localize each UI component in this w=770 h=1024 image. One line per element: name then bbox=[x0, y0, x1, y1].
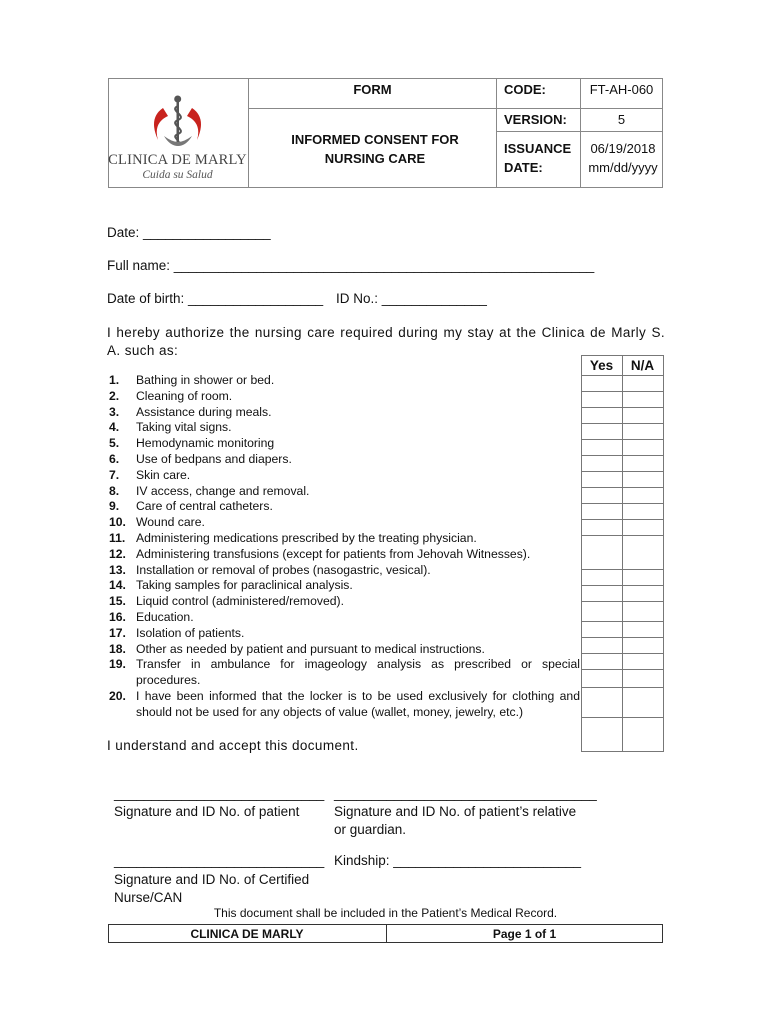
accept-statement: I understand and accept this document. bbox=[107, 738, 359, 753]
nurse-signature-label bbox=[114, 871, 344, 907]
code-label: CODE: bbox=[504, 82, 546, 97]
form-title: INFORMED CONSENT FOR NURSING CARE bbox=[291, 132, 459, 166]
medical-record-note: This document shall be included in the Patient’s Medical Record. bbox=[213, 906, 558, 920]
full-name-field[interactable]: Full name: ________________________________________________________ bbox=[107, 258, 595, 273]
yes-column-header: Yes bbox=[589, 358, 614, 373]
code-value: FT-AH-060 bbox=[589, 82, 654, 97]
nurse-label-line1: Signature and ID No. of Certified bbox=[114, 872, 310, 887]
list-item: 20. I have been informed that the locker is to be used exclusively for clothing and should not be used for any objects of value (wallet, money, jewelry, etc.) bbox=[109, 689, 580, 719]
header-divider bbox=[249, 108, 497, 109]
date-field[interactable]: Date: _________________ bbox=[107, 225, 271, 240]
logo-cell bbox=[108, 78, 249, 188]
issuance-label: ISSUANCE DATE: bbox=[504, 141, 572, 175]
header-divider bbox=[496, 108, 663, 109]
relative-signature-label bbox=[334, 803, 594, 839]
dob-field[interactable]: Date of birth: __________________ bbox=[107, 291, 324, 306]
header-divider bbox=[496, 78, 497, 188]
logo-tagline: Cuida su Salud bbox=[142, 169, 213, 181]
relative-label-line1: Signature and ID No. of patient’s relative bbox=[334, 804, 577, 819]
issuance-value: 06/19/2018 mm/dd/yyyy bbox=[588, 141, 658, 175]
patient-signature-label: Signature and ID No. of patient bbox=[114, 804, 300, 819]
patient-signature-line[interactable]: ____________________________ bbox=[114, 786, 325, 801]
footer-page: Page 1 of 1 bbox=[492, 927, 557, 941]
version-value: 5 bbox=[617, 112, 626, 127]
na-column-header: N/A bbox=[630, 358, 655, 373]
authorization-text: I hereby authorize the nursing care required during my stay at the Clinica de Marly S. A. such as: bbox=[107, 325, 665, 358]
footer-clinic: CLINICA DE MARLY bbox=[190, 927, 304, 941]
list-item: 19. Transfer in ambulance for imageology analysis as prescribed or special procedures. bbox=[109, 657, 580, 688]
id-field[interactable]: ID No.: ______________ bbox=[336, 291, 487, 306]
nurse-label-line2: Nurse/CAN bbox=[114, 890, 183, 905]
logo-name: CLINICA DE MARLY bbox=[108, 152, 247, 168]
care-items-list: 1. Bathing in shower or bed. 2. Cleaning of room. 3. Assistance during meals. 4. Taking vital signs. 5. Hemodynamic monitoring 6. Use of bedpans and diapers. 7. Skin care. 8. IV access, change and removal. 9. Care of central catheters. 10. Wound care. 11. Administering medications prescribed by the treating physician. 12. Administering transfusions (except for patients from Jehovah Witnesses). 13. Installation or removal of probes (nasogastric, vesical). 14. Taking samples for paraclinical analysis. 15. Liquid control (administered/removed). 16. Education. 17. Isolation of patients. 18. Other as needed by patient and pursuant to medical instructions. 19. Transfer in ambulance for imageology analysis as prescribed or special procedures. 20. I have been informed that the locker is to be used exclusively for clothing and should not be used for any objects of value (wallet, money, jewelry, etc.) bbox=[109, 373, 581, 733]
form-label: FORM bbox=[353, 82, 392, 97]
relative-signature-line[interactable]: ___________________________________ bbox=[334, 786, 597, 801]
nurse-signature-line[interactable]: ____________________________ bbox=[114, 853, 325, 868]
kinship-field[interactable]: Kindship: _________________________ bbox=[334, 853, 581, 868]
header-divider bbox=[496, 131, 663, 132]
version-label: VERSION: bbox=[504, 112, 567, 127]
relative-label-line2: or guardian. bbox=[334, 822, 407, 837]
